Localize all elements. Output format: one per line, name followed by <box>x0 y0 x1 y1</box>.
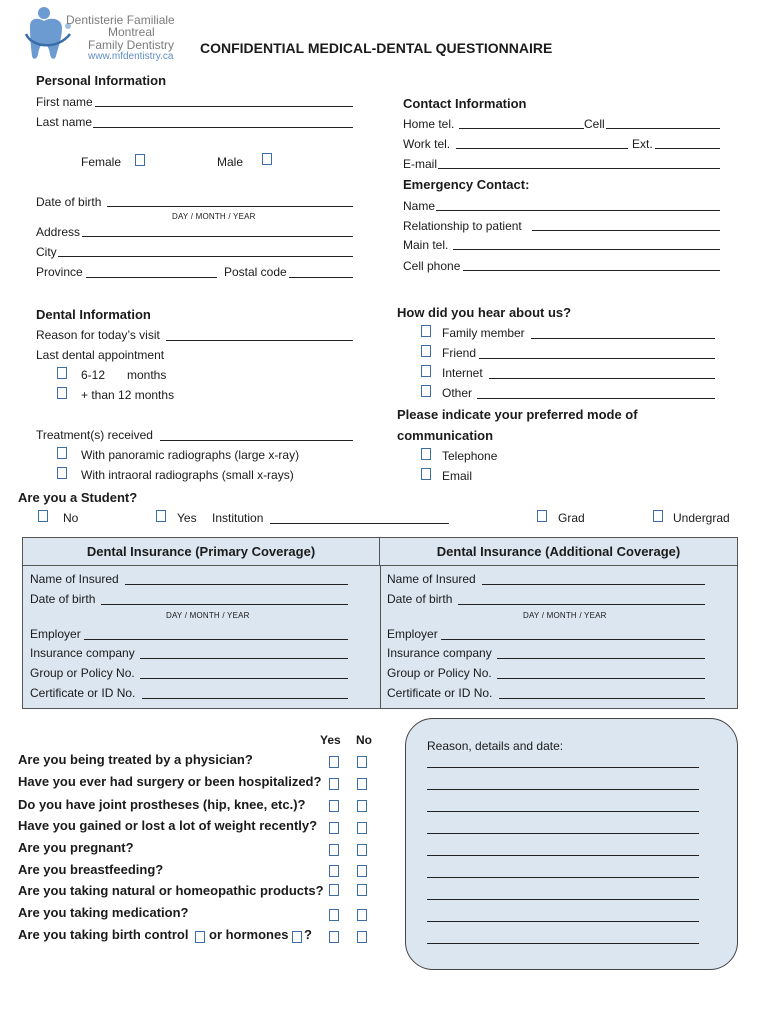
postal-label: Postal code <box>224 265 287 279</box>
primary-certificate-field[interactable] <box>142 698 348 699</box>
surgery-no-checkbox[interactable] <box>357 778 367 790</box>
reason-visit-label: Reason for today’s visit <box>36 328 160 342</box>
question-physician: Are you being treated by a physician? <box>18 752 253 767</box>
birth-control-checkbox[interactable] <box>195 931 205 943</box>
question-hormones: or hormones <box>209 927 289 942</box>
question-prostheses: Do you have joint prostheses (hip, knee, etc.)? <box>18 797 306 812</box>
email-label: E-mail <box>403 157 438 171</box>
breastfeeding-no-checkbox[interactable] <box>357 865 367 877</box>
male-label: Male <box>217 155 244 169</box>
logo-line-3: Family Dentistry <box>88 38 175 52</box>
question-breastfeeding: Are you breastfeeding? <box>18 862 164 877</box>
family-label: Family member <box>442 326 525 340</box>
telephone-label: Telephone <box>442 449 498 463</box>
medication-yes-checkbox[interactable] <box>329 909 339 921</box>
no-column-header: No <box>356 733 372 747</box>
primary-employer-field[interactable] <box>84 639 348 640</box>
female-checkbox[interactable] <box>135 154 145 166</box>
logo-line-1: Dentisterie Familiale <box>66 13 175 27</box>
cell-phone-field[interactable] <box>463 270 720 271</box>
friend-field[interactable] <box>479 358 715 359</box>
student-yes-label: Yes <box>177 511 197 525</box>
family-checkbox[interactable] <box>421 325 431 337</box>
city-label: City <box>36 245 57 259</box>
student-yes-checkbox[interactable] <box>156 510 166 522</box>
work-tel-field[interactable] <box>456 148 628 149</box>
additional-name-field[interactable] <box>482 584 705 585</box>
primary-dob-hint: DAY / MONTH / YEAR <box>166 611 250 620</box>
yes-column-header: Yes <box>320 733 341 747</box>
emergency-name-field[interactable] <box>436 210 720 211</box>
reason-line-9[interactable] <box>427 943 699 944</box>
telephone-checkbox[interactable] <box>421 448 431 460</box>
province-field[interactable] <box>86 277 217 278</box>
postal-field[interactable] <box>289 277 353 278</box>
relationship-label: Relationship to patient <box>403 219 522 233</box>
reason-details-box <box>405 718 738 970</box>
primary-name-field[interactable] <box>125 584 348 585</box>
student-heading: Are you a Student? <box>18 490 138 505</box>
weight-no-checkbox[interactable] <box>357 822 367 834</box>
last-name-label: Last name <box>36 115 93 129</box>
hormones-checkbox[interactable] <box>292 931 302 943</box>
address-field[interactable] <box>82 236 353 237</box>
surgery-yes-checkbox[interactable] <box>329 778 339 790</box>
primary-group-field[interactable] <box>140 678 348 679</box>
email-pref-checkbox[interactable] <box>421 468 431 480</box>
ext-field[interactable] <box>655 148 720 149</box>
additional-employer-field[interactable] <box>441 639 705 640</box>
friend-checkbox[interactable] <box>421 345 431 357</box>
friend-label: Friend <box>442 346 477 360</box>
other-field[interactable] <box>477 398 715 399</box>
pregnant-yes-checkbox[interactable] <box>329 844 339 856</box>
logo-line-2: Montreal <box>108 25 155 39</box>
additional-group-label: Group or Policy No. <box>387 666 492 680</box>
first-name-label: First name <box>36 95 93 109</box>
question-mark: ? <box>304 927 312 942</box>
appt-6-12-checkbox[interactable] <box>57 367 67 379</box>
first-name-field[interactable] <box>95 106 353 107</box>
intraoral-label: With intraoral radiographs (small x-rays) <box>81 468 294 482</box>
primary-employer-label: Employer <box>30 627 81 641</box>
dob-hint: DAY / MONTH / YEAR <box>172 212 256 221</box>
pregnant-no-checkbox[interactable] <box>357 844 367 856</box>
undergrad-checkbox[interactable] <box>653 510 663 522</box>
grad-checkbox[interactable] <box>537 510 547 522</box>
additional-company-label: Insurance company <box>387 646 492 660</box>
main-tel-field[interactable] <box>453 249 720 250</box>
primary-name-label: Name of Insured <box>30 572 119 586</box>
logo <box>22 4 192 66</box>
reason-line-5[interactable] <box>427 855 699 856</box>
appt-12plus-checkbox[interactable] <box>57 387 67 399</box>
primary-certificate-label: Certificate or ID No. <box>30 686 136 700</box>
dob-label: Date of birth <box>36 195 102 209</box>
primary-group-label: Group or Policy No. <box>30 666 135 680</box>
mode-heading-1: Please indicate your preferred mode of <box>397 407 638 422</box>
reason-line-2[interactable] <box>427 789 699 790</box>
appt-months-label: months <box>127 368 167 382</box>
additional-employer-label: Employer <box>387 627 438 641</box>
primary-insurance-heading: Dental Insurance (Primary Coverage) <box>23 538 380 566</box>
medication-no-checkbox[interactable] <box>357 909 367 921</box>
work-tel-label: Work tel. <box>403 137 451 151</box>
prostheses-no-checkbox[interactable] <box>357 800 367 812</box>
mode-heading-2: communication <box>397 428 494 443</box>
additional-dob-hint: DAY / MONTH / YEAR <box>523 611 607 620</box>
reason-line-7[interactable] <box>427 899 699 900</box>
question-medication: Are you taking medication? <box>18 905 189 920</box>
emergency-heading: Emergency Contact: <box>403 177 530 192</box>
other-checkbox[interactable] <box>421 385 431 397</box>
main-tel-label: Main tel. <box>403 238 449 252</box>
logo-url: www.mfdentistry.ca <box>88 51 174 62</box>
question-surgery: Have you ever had surgery or been hospitalized? <box>18 774 322 789</box>
treatments-label: Treatment(s) received <box>36 428 153 442</box>
additional-dob-field[interactable] <box>458 604 705 605</box>
email-field[interactable] <box>438 168 720 169</box>
physician-yes-checkbox[interactable] <box>329 756 339 768</box>
prostheses-yes-checkbox[interactable] <box>329 800 339 812</box>
student-no-label: No <box>63 511 79 525</box>
home-tel-field[interactable] <box>459 128 584 129</box>
grad-label: Grad <box>558 511 585 525</box>
city-field[interactable] <box>58 256 353 257</box>
additional-certificate-label: Certificate or ID No. <box>387 686 493 700</box>
ext-label: Ext. <box>632 137 653 151</box>
page-title: CONFIDENTIAL MEDICAL-DENTAL QUESTIONNAIRE <box>200 40 553 56</box>
additional-certificate-field[interactable] <box>499 698 705 699</box>
emergency-name-label: Name <box>403 199 436 213</box>
panoramic-label: With panoramic radiographs (large x-ray) <box>81 448 300 462</box>
reason-line-4[interactable] <box>427 833 699 834</box>
appt-6-12-label: 6-12 <box>81 368 106 382</box>
insurance-panel <box>22 537 738 709</box>
last-name-field[interactable] <box>93 127 353 128</box>
additional-dob-label: Date of birth <box>387 592 453 606</box>
undergrad-label: Undergrad <box>673 511 730 525</box>
relationship-field[interactable] <box>532 230 720 231</box>
last-appt-label: Last dental appointment <box>36 348 165 362</box>
male-checkbox[interactable] <box>262 153 272 165</box>
treatments-field[interactable] <box>160 440 353 441</box>
cell-label: Cell <box>584 117 605 131</box>
student-no-checkbox[interactable] <box>38 510 48 522</box>
address-label: Address <box>36 225 81 239</box>
reason-line-1[interactable] <box>427 767 699 768</box>
dob-field[interactable] <box>107 206 353 207</box>
question-pregnant: Are you pregnant? <box>18 840 134 855</box>
panoramic-checkbox[interactable] <box>57 447 67 459</box>
weight-yes-checkbox[interactable] <box>329 822 339 834</box>
institution-field[interactable] <box>270 523 449 524</box>
physician-no-checkbox[interactable] <box>357 756 367 768</box>
appt-12plus-label: + than 12 months <box>81 388 175 402</box>
other-label: Other <box>442 386 473 400</box>
reason-details-label: Reason, details and date: <box>427 739 564 753</box>
email-pref-label: Email <box>442 469 473 483</box>
reason-line-3[interactable] <box>427 811 699 812</box>
intraoral-checkbox[interactable] <box>57 467 67 479</box>
question-natural-products: Are you taking natural or homeopathic products? <box>18 883 324 898</box>
birth-control-yes-checkbox[interactable] <box>329 931 339 943</box>
internet-checkbox[interactable] <box>421 365 431 377</box>
hear-heading: How did you hear about us? <box>397 305 572 320</box>
natural-yes-checkbox[interactable] <box>329 884 339 896</box>
reason-visit-field[interactable] <box>166 340 353 341</box>
dental-heading: Dental Information <box>36 307 151 322</box>
additional-insurance-heading: Dental Insurance (Additional Coverage) <box>380 538 737 566</box>
additional-name-label: Name of Insured <box>387 572 476 586</box>
additional-group-field[interactable] <box>497 678 705 679</box>
internet-field[interactable] <box>489 378 715 379</box>
cell-field[interactable] <box>606 128 720 129</box>
breastfeeding-yes-checkbox[interactable] <box>329 865 339 877</box>
insurance-divider <box>380 566 381 708</box>
primary-dob-field[interactable] <box>101 604 348 605</box>
family-field[interactable] <box>531 338 715 339</box>
contact-heading: Contact Information <box>403 96 527 111</box>
internet-label: Internet <box>442 366 483 380</box>
primary-company-field[interactable] <box>140 658 348 659</box>
home-tel-label: Home tel. <box>403 117 455 131</box>
question-weight: Have you gained or lost a lot of weight recently? <box>18 818 318 833</box>
reason-line-6[interactable] <box>427 877 699 878</box>
female-label: Female <box>81 155 122 169</box>
primary-dob-label: Date of birth <box>30 592 96 606</box>
additional-company-field[interactable] <box>497 658 705 659</box>
birth-control-no-checkbox[interactable] <box>357 931 367 943</box>
institution-label: Institution <box>212 511 264 525</box>
personal-heading: Personal Information <box>36 73 167 88</box>
reason-line-8[interactable] <box>427 921 699 922</box>
question-birth-control: Are you taking birth control <box>18 927 189 942</box>
natural-no-checkbox[interactable] <box>357 884 367 896</box>
province-label: Province <box>36 265 83 279</box>
cell-phone-label: Cell phone <box>403 259 461 273</box>
primary-company-label: Insurance company <box>30 646 135 660</box>
